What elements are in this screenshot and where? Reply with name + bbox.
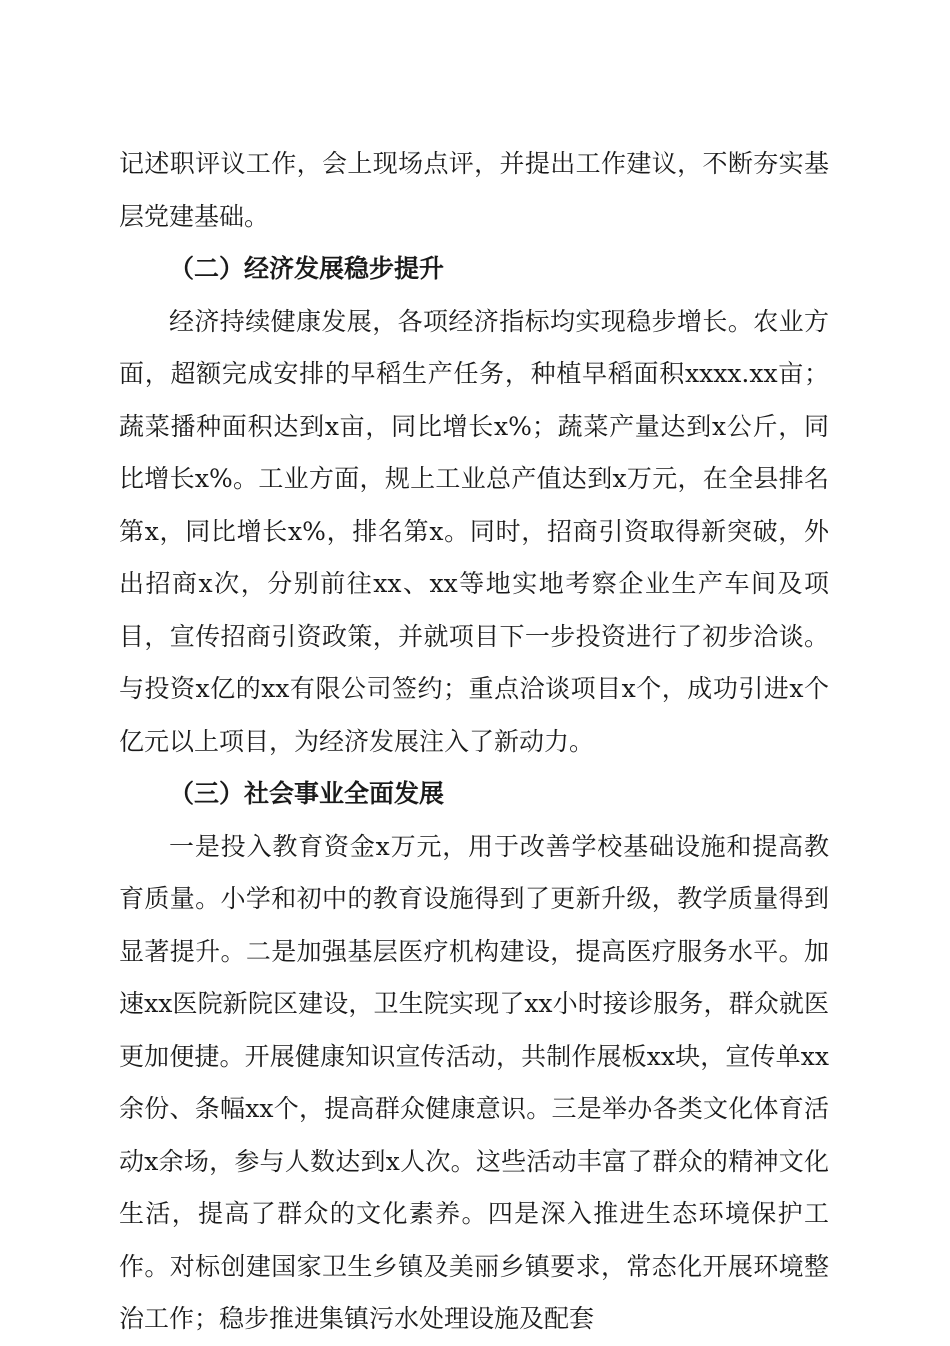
section-heading-social: （三）社会事业全面发展 — [169, 779, 445, 808]
document-body — [119, 138, 829, 1346]
paragraph-economy: 经济持续健康发展，各项经济指标均实现稳步增长。农业方面，超额完成安排的早稻生产任务，种植早稻面积xxxx.xx亩；蔬菜播种面积达到x亩，同比增长x%；蔬菜产量达到x公斤，同比增长x%。工业方面，规上工业总产值达到x万元，在全县排名第x，同比增长x%，排名第x。同时，招商引资取得新突破，外出招商x次，分别前往xx、xx等地实地考察企业生产车间及项目，宣传招商引资政策，并就项目下一步投资进行了初步洽谈。与投资x亿的xx有限公司签约；重点洽谈项目x个，成功引进x个亿元以上项目，为经济发展注入了新动力。 — [119, 306, 829, 756]
paragraph-continued: 记述职评议工作，会上现场点评，并提出工作建议，不断夯实基层党建基础。 — [119, 149, 829, 231]
section-heading-economy: （二）经济发展稳步提升 — [169, 254, 445, 283]
paragraph-social: 一是投入教育资金x万元，用于改善学校基础设施和提高教育质量。小学和初中的教育设施得到了更新升级，教学质量得到显著提升。二是加强基层医疗机构建设，提高医疗服务水平。加速xx医院新院区建设，卫生院实现了xx小时接诊服务，群众就医更加便捷。开展健康知识宣传活动，共制作展板xx块，宣传单xx余份、条幅xx个，提高群众健康意识。三是举办各类文化体育活动x余场，参与人数达到x人次。这些活动丰富了群众的精神文化生活，提高了群众的文化素养。四是深入推进生态环境保护工作。对标创建国家卫生乡镇及美丽乡镇要求，常态化开展环境整治工作；稳步推进集镇污水处理设施及配套 — [119, 831, 829, 1333]
